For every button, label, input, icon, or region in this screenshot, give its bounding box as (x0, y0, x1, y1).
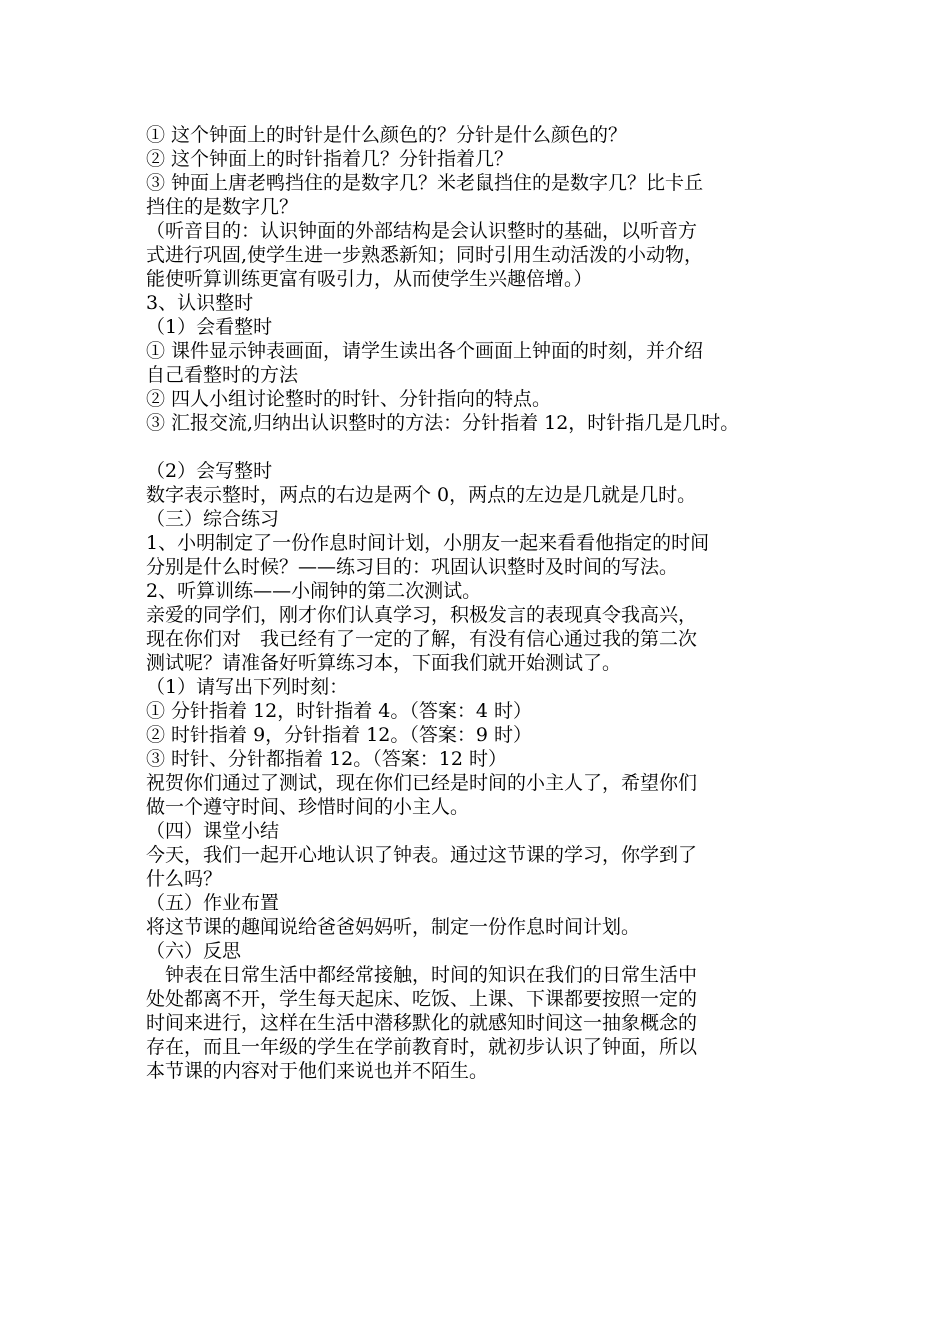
reflection-line: 时间来进行，这样在生活中潜移默化的就感知时间这一抽象概念的 (146, 1012, 698, 1034)
reflection-line: 本节课的内容对于他们来说也并不陌生。 (146, 1060, 489, 1082)
note-line: （听音目的：认识钟面的外部结构是会认识整时的基础，以听音方 (146, 220, 698, 242)
reflection-line: 存在，而且一年级的学生在学前教育时，就初步认识了钟面，所以 (146, 1036, 698, 1058)
exercise-line: ② 时针指着 9，分针指着 12。（答案：9 时） (146, 724, 533, 746)
paragraph-line: 2、听算训练——小闹钟的第二次测试。 (146, 580, 482, 602)
step-line: 自己看整时的方法 (146, 364, 299, 386)
note-line: 能使听算训练更富有吸引力，从而使学生兴趣倍增。） (146, 268, 593, 290)
subsection-heading: （1）请写出下列时刻： (146, 676, 349, 698)
document-body (146, 123, 826, 1083)
paragraph-line: 数字表示整时，两点的右边是两个 0，两点的左边是几就是几时。 (146, 484, 697, 506)
question-line: ① 这个钟面上的时针是什么颜色的？分针是什么颜色的？ (146, 124, 628, 146)
paragraph-line: 分别是什么时候？——练习目的：巩固认识整时及时间的写法。 (146, 556, 679, 578)
exercise-line: ③ 时针、分针都指着 12。（答案：12 时） (146, 748, 507, 770)
blank-line (146, 435, 826, 459)
question-line: ③ 钟面上唐老鸭挡住的是数字几？米老鼠挡住的是数字几？比卡丘 (146, 172, 704, 194)
subsection-heading: （2）会写整时 (146, 460, 273, 482)
paragraph-line: 测试呢？请准备好听算练习本，下面我们就开始测试了。 (146, 652, 622, 674)
step-line: ① 课件显示钟表画面，请学生读出各个画面上钟面的时刻，并介绍 (146, 340, 704, 362)
paragraph-line: 现在你们对 我已经有了一定的了解，有没有信心通过我的第二次 (146, 628, 698, 650)
exercise-line: ① 分针指着 12，时针指着 4。（答案：4 时） (146, 700, 533, 722)
step-line: ② 四人小组讨论整时的时针、分针指向的特点。 (146, 388, 552, 410)
reflection-line: 处处都离不开，学生每天起床、吃饭、上课、下课都要按照一定的 (146, 988, 698, 1010)
note-line: 式进行巩固,使学生进一步熟悉新知；同时引用生动活泼的小动物， (146, 244, 704, 266)
section-heading: （五）作业布置 (146, 892, 280, 914)
reflection-line: 钟表在日常生活中都经常接触，时间的知识在我们的日常生活中 (165, 964, 698, 986)
question-line: 挡住的是数字几？ (146, 196, 299, 218)
paragraph-line: 亲爱的同学们，刚才你们认真学习，积极发言的表现真令我高兴， (146, 604, 698, 626)
section-heading: （三）综合练习 (146, 508, 280, 530)
paragraph-line: 做一个遵守时间、珍惜时间的小主人。 (146, 796, 470, 818)
section-heading: （六）反思 (146, 940, 242, 962)
paragraph-line: 将这节课的趣闻说给爸爸妈妈听，制定一份作息时间计划。 (146, 916, 641, 938)
section-heading: 3、认识整时 (146, 292, 254, 314)
section-heading: （四）课堂小结 (146, 820, 280, 842)
paragraph-line: 祝贺你们通过了测试，现在你们已经是时间的小主人了，希望你们 (146, 772, 698, 794)
paragraph-line: 什么吗？ (146, 868, 223, 890)
paragraph-line: 今天，我们一起开心地认识了钟表。通过这节课的学习，你学到了 (146, 844, 698, 866)
paragraph-line: 1、小明制定了一份作息时间计划，小朋友一起来看看他指定的时间 (146, 532, 710, 554)
step-line: ③ 汇报交流,归纳出认识整时的方法：分针指着 12，时针指几是几时。 (146, 412, 740, 434)
subsection-heading: （1）会看整时 (146, 316, 273, 338)
question-line: ② 这个钟面上的时针指着几？分针指着几？ (146, 148, 514, 170)
